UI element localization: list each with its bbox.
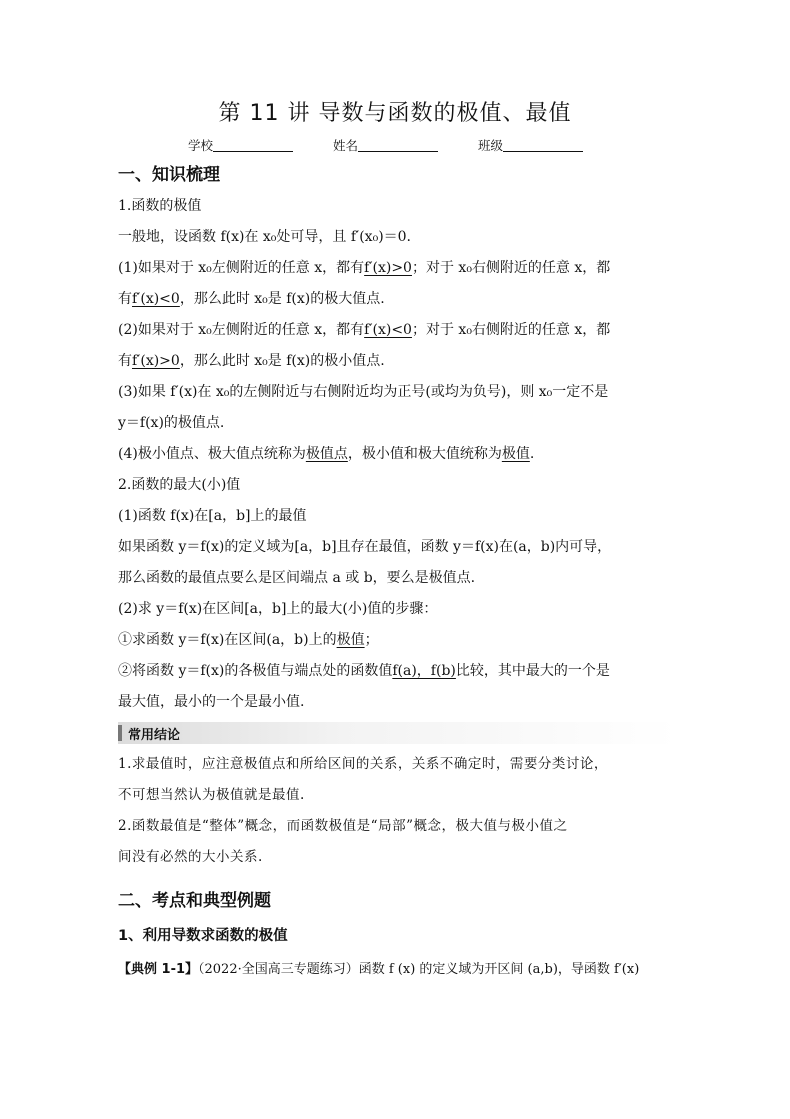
underlined-answer: f(a)，f(b) (392, 663, 456, 679)
text-line: ②将函数 y＝f(x)的各极值与端点处的函数值f(a)，f(b)比较，其中最大的一个是 (118, 663, 610, 679)
underlined-answer: 极值 (336, 632, 365, 648)
text-line: 一般地，设函数 f(x)在 x₀处可导，且 f′(x₀)＝0. (118, 229, 412, 245)
text-line: 那么函数的最值点要么是区间端点 a 或 b，要么是极值点. (118, 570, 476, 586)
underlined-answer: f′(x)<0 (132, 291, 180, 307)
text-line: 有f′(x)>0，那么此时 x₀是 f(x)的极小值点. (118, 353, 385, 369)
example-label: 【典例 1-1】 (118, 962, 199, 977)
section-heading-knowledge: 一、知识梳理 (118, 165, 220, 185)
conclusion-badge (118, 722, 678, 744)
example-line (118, 960, 678, 980)
badge-bar (118, 725, 122, 741)
conclusion-line: 1.求最值时，应注意极值点和所给区间的关系，关系不确定时，需要分类讨论， (118, 756, 608, 772)
text-line: ①求函数 y＝f(x)在区间(a，b)上的极值； (118, 632, 379, 648)
text-line: (2)如果对于 x₀左侧附近的任意 x，都有f′(x)<0；对于 x₀右侧附近的任意 x，都 (118, 322, 611, 338)
page-title: 第 11 讲 导数与函数的极值、最值 (218, 101, 572, 126)
subsection-heading: 1、利用导数求函数的极值 (118, 928, 288, 944)
underlined-answer: f′(x)<0 (364, 322, 412, 338)
text-line: 2.函数的最大(小)值 (118, 477, 241, 493)
text-line: 1.函数的极值 (118, 198, 202, 214)
name-field[interactable]: 姓名 (333, 136, 438, 154)
text-line: (1)函数 f(x)在[a，b]上的最值 (118, 508, 307, 524)
school-field[interactable]: 学校 (188, 136, 293, 154)
text-line: y＝f(x)的极值点. (118, 415, 225, 431)
section-heading-examples: 二、考点和典型例题 (118, 891, 271, 911)
conclusion-line: 间没有必然的大小关系. (118, 849, 263, 865)
text-line: (3)如果 f′(x)在 x₀的左侧附近与右侧附近均为正号(或均为负号)，则 x₀一定不是 (118, 384, 609, 400)
text-line: (1)如果对于 x₀左侧附近的任意 x，都有f′(x)>0；对于 x₀右侧附近的任意 x，都 (118, 260, 611, 276)
text-line: 有f′(x)<0，那么此时 x₀是 f(x)的极大值点. (118, 291, 385, 307)
text-line: 最大值，最小的一个是最小值. (118, 694, 305, 710)
conclusion-line: 2.函数最值是“整体”概念，而函数极值是“局部”概念，极大值与极小值之 (118, 818, 568, 834)
conclusion-line: 不可想当然认为极值就是最值. (118, 787, 305, 803)
student-info-row (188, 136, 628, 154)
example-text: （2022·全国高三专题练习）函数 f (x) 的定义域为开区间 (a,b)，导函数 f′(x) (198, 962, 640, 977)
underlined-answer: f′(x)>0 (132, 353, 180, 369)
text-line: (2)求 y＝f(x)在区间[a，b]上的最大(小)值的步骤： (118, 601, 438, 617)
text-line: (4)极小值点、极大值点统称为极值点，极小值和极大值统称为极值. (118, 446, 535, 462)
text-line: 如果函数 y＝f(x)的定义域为[a，b]且存在最值，函数 y＝f(x)在(a，b)内可导， (118, 539, 612, 555)
badge-label: 常用结论 (128, 728, 181, 743)
underlined-answer: f′(x)>0 (364, 260, 412, 276)
underlined-answer: 极值 (501, 446, 530, 462)
class-field[interactable]: 班级 (478, 136, 583, 154)
underlined-answer: 极值点 (305, 446, 348, 462)
